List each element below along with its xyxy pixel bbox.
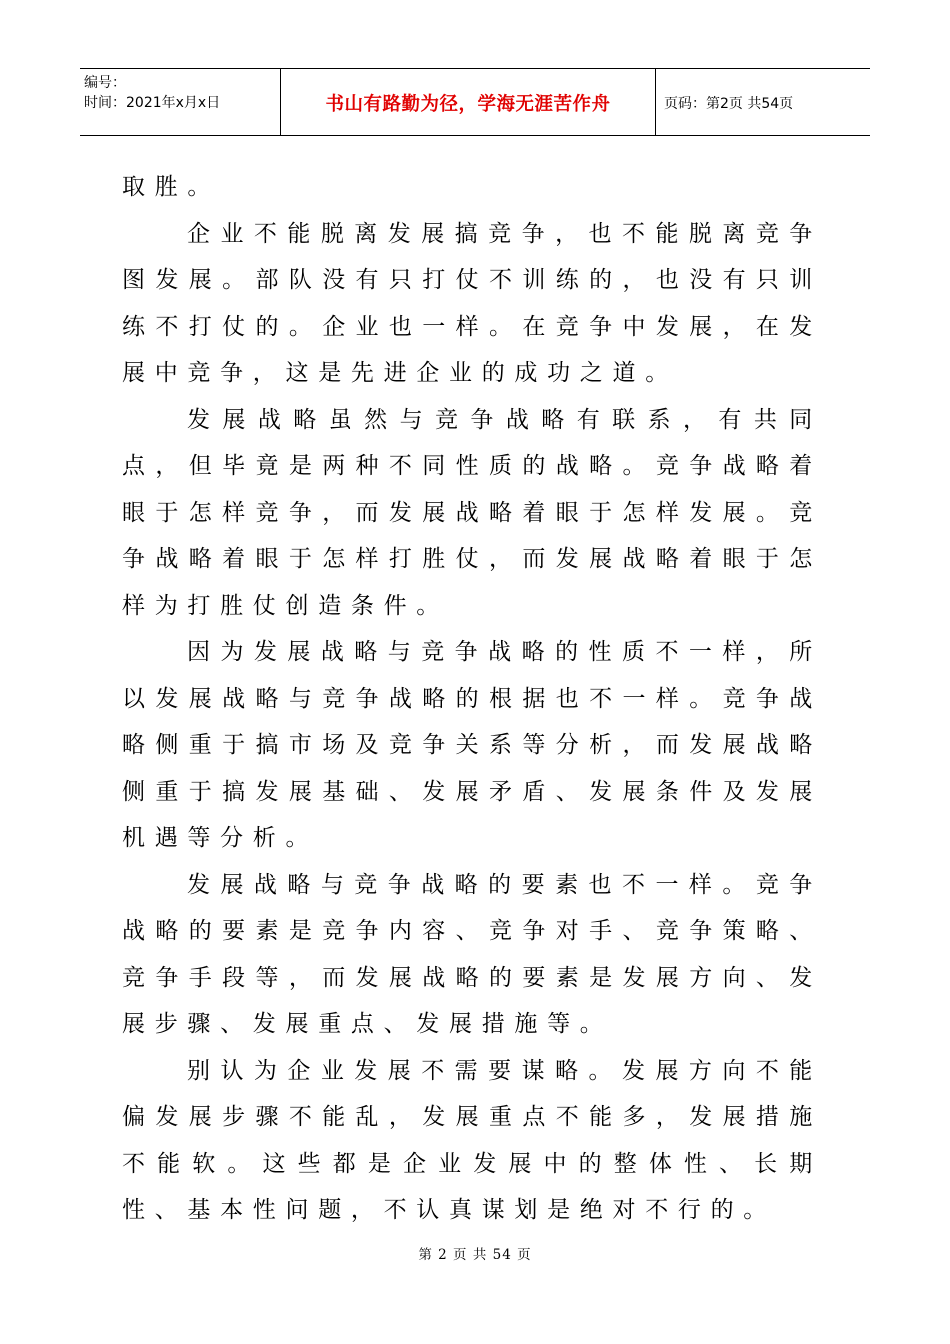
header-meta: [80, 69, 281, 135]
paragraph-continuation: 取胜。: [122, 174, 221, 200]
paragraph: 企业不能脱离发展搞竞争，也不能脱离竞争图发展。部队没有只打仗不训练的，也没有只训练不打仗的。企业也一样。在竞争中发展，在发展中竞争，这是先进企业的成功之道。: [122, 220, 822, 386]
date-label: 时间：2021年x月x日: [84, 95, 221, 111]
paragraph: 发展战略与竞争战略的要素也不一样。竞争战略的要素是竞争内容、竞争对手、竞争策略、竞争手段等，而发展战略的要素是发展方向、发展步骤、发展重点、发展措施等。: [122, 871, 822, 1037]
motto: 书山有路勤为径，学海无涯苦作舟: [325, 94, 611, 115]
page-label: 页码：第2页 共54页: [664, 95, 794, 112]
header-page-cell: [656, 70, 870, 135]
paragraph: 发展战略虽然与竞争战略有联系，有共同点，但毕竟是两种不同性质的战略。竞争战略着眼于怎样竞争，而发展战略着眼于怎样发展。竞争战略着眼于怎样打胜仗，而发展战略着眼于怎样为打胜仗创造条件。: [122, 406, 822, 619]
paragraph: 别认为企业发展不需要谋略。发展方向不能偏发展步骤不能乱，发展重点不能多，发展措施不能软。这些都是企业发展中的整体性、长期性、基本性问题，不认真谋划是绝对不行的。: [122, 1057, 822, 1223]
code-label: 编号：: [84, 75, 126, 91]
footer-page-number: 第 2 页 共 54 页: [418, 1247, 532, 1263]
page-footer: [0, 1243, 950, 1263]
paragraph: 因为发展战略与竞争战略的性质不一样，所以发展战略与竞争战略的根据也不一样。竞争战略侧重于搞市场及竞争关系等分析，而发展战略侧重于搞发展基础、发展矛盾、发展条件及发展机遇等分析。: [122, 639, 822, 851]
page-header: [80, 68, 870, 136]
document-body: [122, 164, 822, 1234]
header-motto-cell: [281, 69, 656, 135]
